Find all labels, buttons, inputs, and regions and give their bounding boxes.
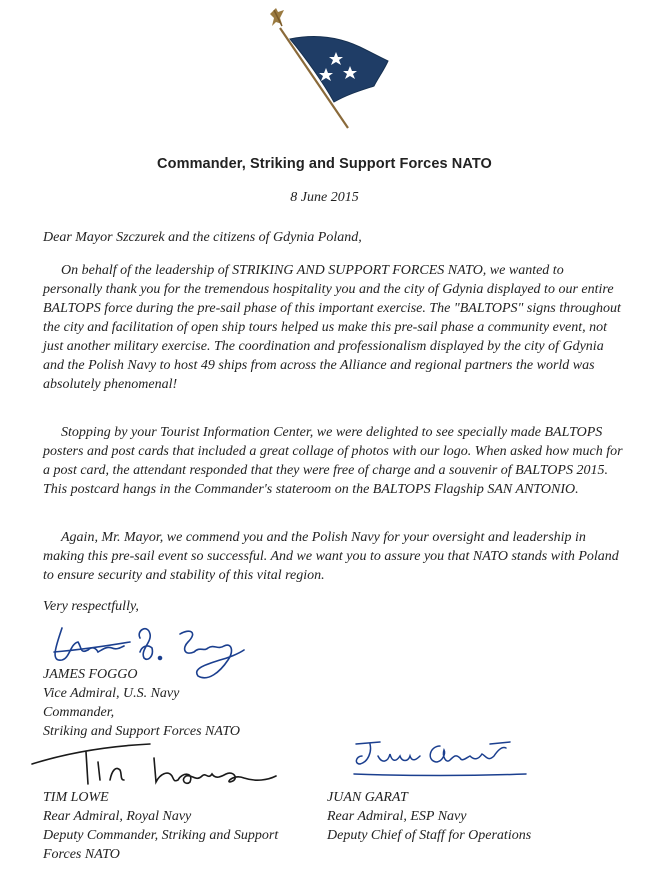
signatory-name: JUAN GARAT — [327, 790, 408, 805]
signatory-organization: Striking and Support Forces NATO — [43, 724, 241, 739]
closing: Very respectfully, — [43, 599, 139, 614]
garat-signature-icon — [350, 736, 530, 782]
lowe-signature-icon — [30, 740, 280, 790]
signatory-foggo — [43, 665, 240, 741]
signatory-title: Deputy Commander, Striking and Support — [43, 828, 279, 843]
signatory-rank: Rear Admiral, Royal Navy — [43, 809, 192, 824]
body-paragraph-3: Again, Mr. Mayor, we commend you and the Polish Navy for your oversight and leadership in making this pre-sail event so successful. And we want you to assure you that NATO stands with Poland to ensure security and stability of this vital region. — [43, 530, 619, 583]
vice-admiral-flag-icon — [262, 6, 394, 130]
body-paragraph-1: On behalf of the leadership of STRIKING AND SUPPORT FORCES NATO, we wanted to personally thank you for the tremendous hospitality you and the city of Gdynia displayed to our entire BALTOPS force during the pre-sail phase of this important exercise. The "BALTOPS" signs throughout the city and facilitation of open ship tours helped us make this pre-sail phase a community event, not just another military exercise. The coordination and professionalism displayed by the city of Gdynia and the Polish Navy to host 49 ships from across the Alliance and regional partners the world was absolutely phenomenal! — [43, 263, 621, 392]
signatory-title: Deputy Chief of Staff for Operations — [327, 828, 532, 843]
signatory-title-cont: Forces NATO — [43, 847, 120, 862]
letter-date: 8 June 2015 — [290, 190, 359, 205]
signatory-name: JAMES FOGGO — [43, 667, 138, 682]
signatory-name: TIM LOWE — [43, 790, 109, 805]
signatory-garat — [327, 788, 531, 845]
body-paragraph-2: Stopping by your Tourist Information Center, we were delighted to see specially made BALTOPS posters and post cards that included a great collage of photos with our logo. When asked how much for a post card, the attendant responded that they were free of charge and a souvenir of BALTOPS 2015. This postcard hangs in the Commander's stateroom on the BALTOPS Flagship SAN ANTONIO. — [43, 425, 623, 497]
signatory-rank: Vice Admiral, U.S. Navy — [43, 686, 180, 701]
signatory-rank: Rear Admiral, ESP Navy — [327, 809, 467, 824]
letterhead-title: Commander, Striking and Support Forces NATO — [157, 156, 492, 172]
signatory-title: Commander, — [43, 705, 115, 720]
signatory-lowe — [43, 788, 278, 864]
salutation: Dear Mayor Szczurek and the citizens of Gdynia Poland, — [43, 230, 362, 245]
